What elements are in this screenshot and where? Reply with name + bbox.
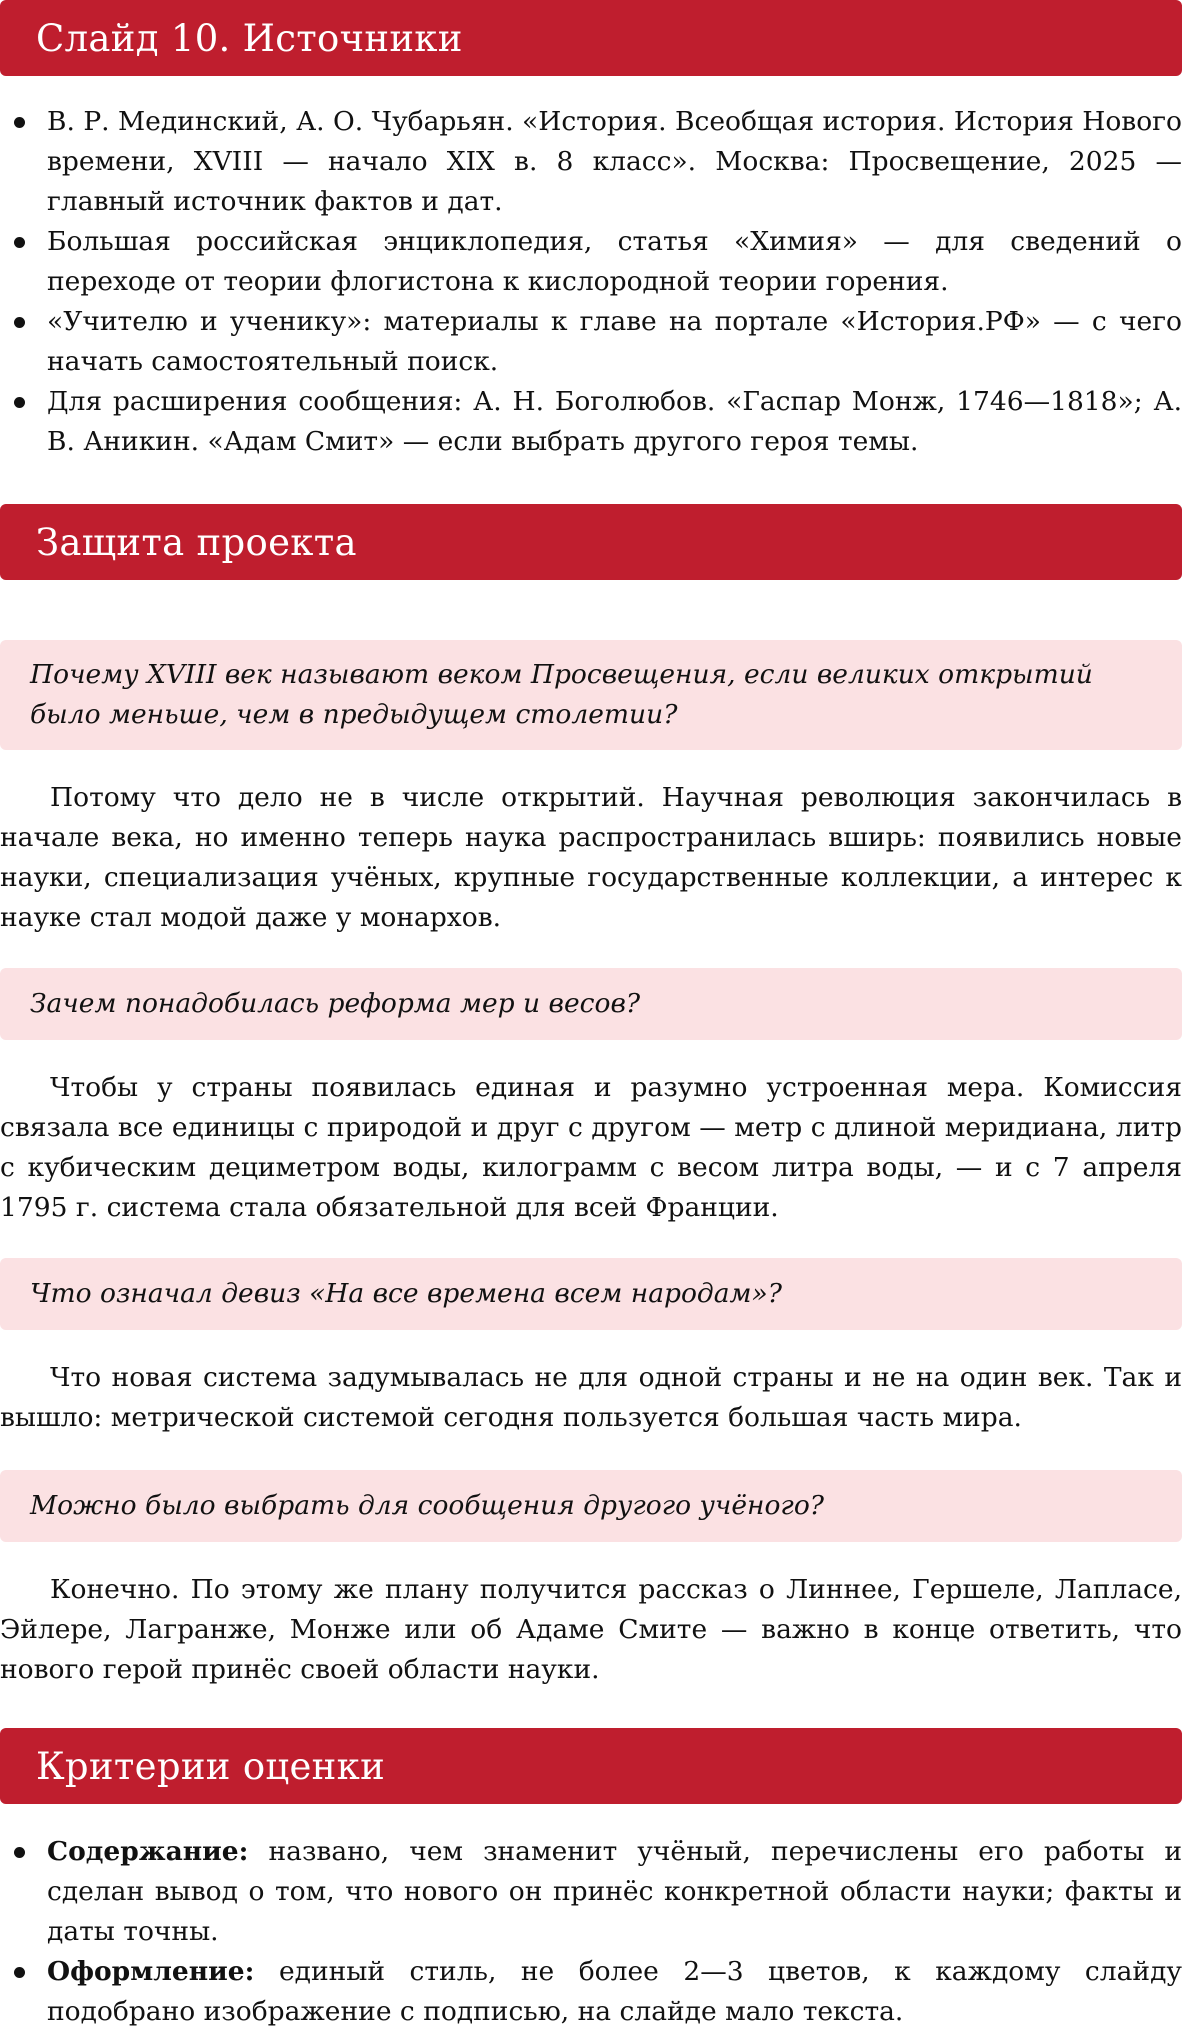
source-item: Для расширения сообщения: А. Н. Боголюбов. «Гаспар Монж, 1746—1818»; А. В. Аникин. «Адам Смит» — если выбрать другого героя темы.: [0, 382, 1182, 462]
section-title: Защита проекта: [36, 520, 357, 564]
criteria-list: [0, 1832, 1182, 2032]
criteria-item: [0, 1832, 1182, 1952]
criteria-term: Содержание:: [47, 1836, 249, 1867]
answer-text: Что новая система задумывалась не для одной страны и не на один век. Так и вышло: метрической системой сегодня пользуется большая часть мира.: [0, 1362, 1182, 1433]
bullet-icon: [14, 397, 25, 408]
question-box: [0, 1470, 1182, 1542]
question-text: Почему XVIII век называют веком Просвещения, если великих открытий было меньше, чем в предыдущем столетии?: [30, 659, 1093, 730]
criteria-text: единый стиль, не более 2—3 цветов, к каждому слайду подобрано изображение с подписью, на слайде мало текста.: [47, 1956, 1182, 2027]
bullet-icon: [14, 117, 25, 128]
section-title: Критерии оценки: [36, 1744, 386, 1788]
section-header-defense: [0, 504, 1182, 580]
criteria-text: названо, чем знаменит учёный, перечислены его работы и сделан вывод о том, что нового он принёс конкретной области науки; факты и даты точны.: [47, 1836, 1182, 1947]
criteria-item: [0, 1952, 1182, 2032]
question-text: Зачем понадобилась реформа мер и весов?: [30, 988, 641, 1019]
sources-list: [0, 102, 1182, 462]
section-header-criteria: [0, 1728, 1182, 1804]
criteria-term: Оформление:: [47, 1956, 255, 1987]
answer-text: Чтобы у страны появилась единая и разумно устроенная мера. Комиссия связала все единицы с природой и друг с другом — метр с длиной меридиана, литр с кубическим дециметром воды, килограмм с весом литра воды, — и с 7 апреля 1795 г. система стала обязательной для всей Франции.: [0, 1072, 1182, 1223]
source-item: В. Р. Мединский, А. О. Чубарьян. «История. Всеобщая история. История Нового времени, XVIII — начало XIX в. 8 класс». Москва: Просвещение, 2025 — главный источник фактов и дат.: [0, 102, 1182, 222]
source-item: «Учителю и ученику»: материалы к главе на портале «История.РФ» — с чего начать самостоятельный поиск.: [0, 302, 1182, 382]
bullet-icon: [14, 1967, 25, 1978]
bullet-icon: [14, 237, 25, 248]
source-item: Большая российская энциклопедия, статья «Химия» — для сведений о переходе от теории флогистона к кислородной теории горения.: [0, 222, 1182, 302]
question-text: Можно было выбрать для сообщения другого учёного?: [30, 1490, 824, 1521]
question-text: Что означал девиз «На все времена всем народам»?: [30, 1278, 782, 1309]
answer-text: Потому что дело не в числе открытий. Научная революция закончилась в начале века, но именно теперь наука распространилась вширь: появились новые науки, специализация учёных, крупные государственные коллекции, а интерес к науке стал модой даже у монархов.: [0, 782, 1182, 933]
section-header-sources: [0, 0, 1182, 76]
question-box: [0, 640, 1182, 750]
section-title: Слайд 10. Источники: [36, 16, 463, 60]
bullet-icon: [14, 1847, 25, 1858]
question-box: [0, 968, 1182, 1040]
question-box: [0, 1258, 1182, 1330]
bullet-icon: [14, 317, 25, 328]
answer-text: Конечно. По этому же плану получится рассказ о Линнее, Гершеле, Лапласе, Эйлере, Лагранже, Монже или об Адаме Смите — важно в конце ответить, что нового герой принёс своей области науки.: [0, 1574, 1182, 1685]
